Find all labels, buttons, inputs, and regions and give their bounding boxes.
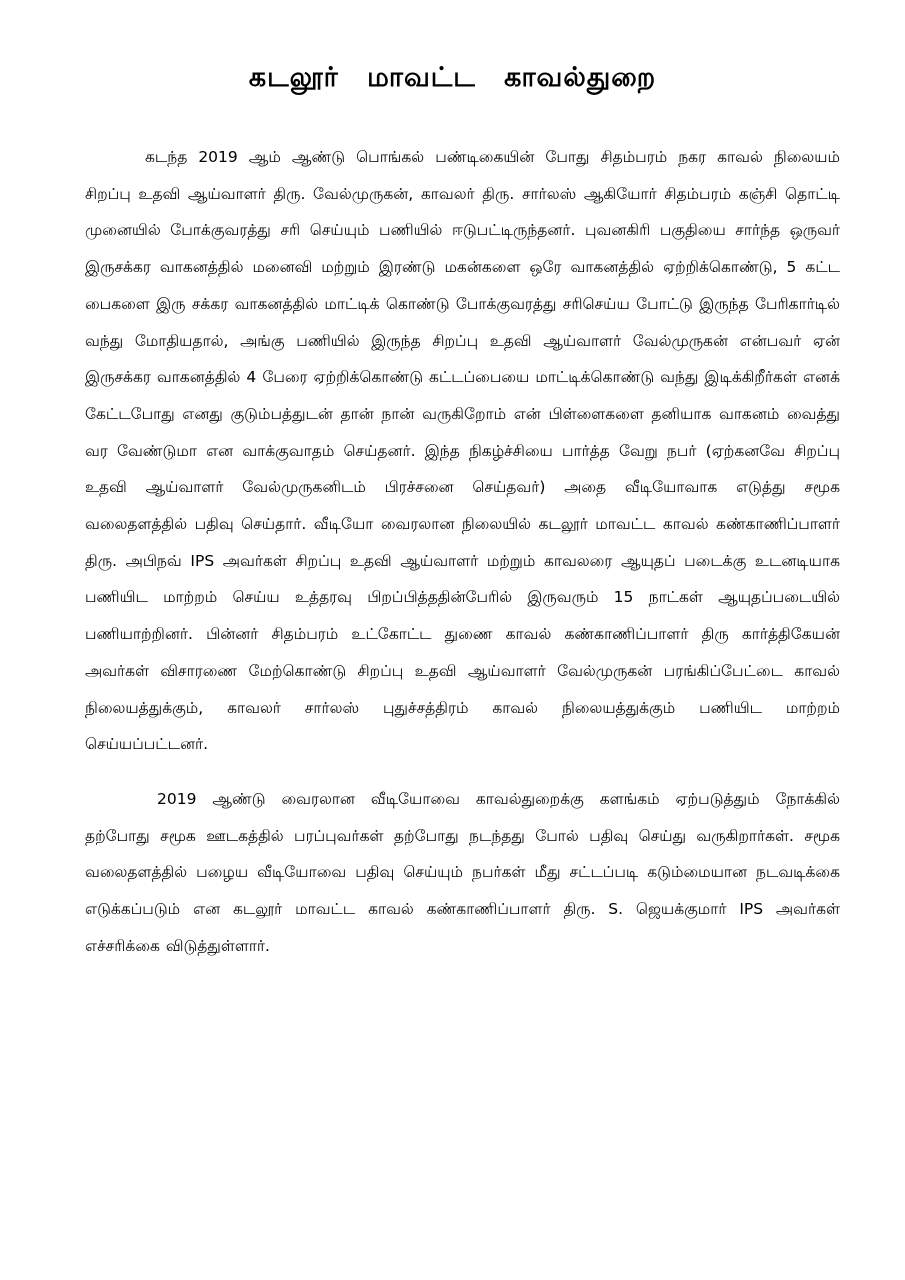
paragraph-incident: கடந்த 2019 ஆம் ஆண்டு பொங்கல் பண்டிகையின் போது சிதம்பரம் நகர காவல் நிலையம் சிறப்பு உதவி ஆய்வாளர் திரு. வேல்முருகன், காவலர் திரு. சார்லஸ் ஆகியோர் சிதம்பரம் கஞ்சி தொட்டி முனையில் போக்குவரத்து சரி செய்யும் பணியில் ஈடுபட்டிருந்தனர். புவனகிரி பகுதியை சார்ந்த ஒருவர் இருசக்கர வாகனத்தில் மனைவி மற்றும் இரண்டு மகன்களை ஒரே வாகனத்தில் ஏற்றிக்கொண்டு, 5 கட்ட பைகளை இரு சக்கர வாகனத்தில் மாட்டிக் கொண்டு போக்குவரத்து சரிசெய்ய போட்டு இருந்த பேரிகார்டில் வந்து மோதியதால், அங்கு பணியில் இருந்த சிறப்பு உதவி ஆய்வாளர் வேல்முருகன் என்பவர் ஏன் இருசக்கர வாகனத்தில் 4 பேரை ஏற்றிக்கொண்டு கட்டப்பையை மாட்டிக்கொண்டு வந்து இடிக்கிறீர்கள் எனக் கேட்டபோது எனது குடும்பத்துடன் தான் நான் வருகிறோம் என் பிள்ளைகளை தனியாக வாகனம் வைத்து வர வேண்டுமா என வாக்குவாதம் செய்தனர். இந்த நிகழ்ச்சியை பார்த்த வேறு நபர் (ஏற்கனவே சிறப்பு உதவி ஆய்வாளர் வேல்முருகனிடம் பிரச்சனை செய்தவர்) அதை வீடியோவாக எடுத்து சமூக வலைதளத்தில் பதிவு செய்தார். வீடியோ வைரலான நிலையில் கடலூர் மாவட்ட காவல் கண்காணிப்பாளர் திரு. அபிநவ் IPS அவர்கள் சிறப்பு உதவி ஆய்வாளர் மற்றும் காவலரை ஆயுதப் படைக்கு உடனடியாக பணியிட மாற்றம் செய்ய உத்தரவு பிறப்பித்ததின்பேரில் இருவரும் 15 நாட்கள் ஆயுதப்படையில் பணியாற்றினர். பின்னர் சிதம்பரம் உட்கோட்ட துணை காவல் கண்காணிப்பாளர் திரு கார்த்திகேயன் அவர்கள் விசாரணை மேற்கொண்டு சிறப்பு உதவி ஆய்வாளர் வேல்முருகன் பரங்கிப்பேட்டை காவல் நிலையத்துக்கும், காவலர் சார்லஸ் புதுச்சத்திரம் காவல் நிலையத்துக்கும் பணியிட மாற்றம் செய்யப்பட்டனர்.: [85, 148, 840, 754]
document-title: கடலூர் மாவட்ட காவல்துறை: [248, 62, 657, 94]
paragraph-warning: 2019 ஆண்டு வைரலான வீடியோவை காவல்துறைக்கு களங்கம் ஏற்படுத்தும் நோக்கில் தற்போது சமூக ஊடகத்தில் பரப்புவர்கள் தற்போது நடந்தது போல் பதிவு செய்து வருகிறார்கள். சமூக வலைதளத்தில் பழைய வீடியோவை பதிவு செய்யும் நபர்கள் மீது சட்டப்படி கடும்மையான நடவடிக்கை எடுக்கப்படும் என கடலூர் மாவட்ட காவல் கண்காணிப்பாளர் திரு. S. ஜெயக்குமார் IPS அவர்கள் எச்சரிக்கை விடுத்துள்ளார்.: [85, 789, 840, 955]
document-body: [85, 139, 840, 964]
